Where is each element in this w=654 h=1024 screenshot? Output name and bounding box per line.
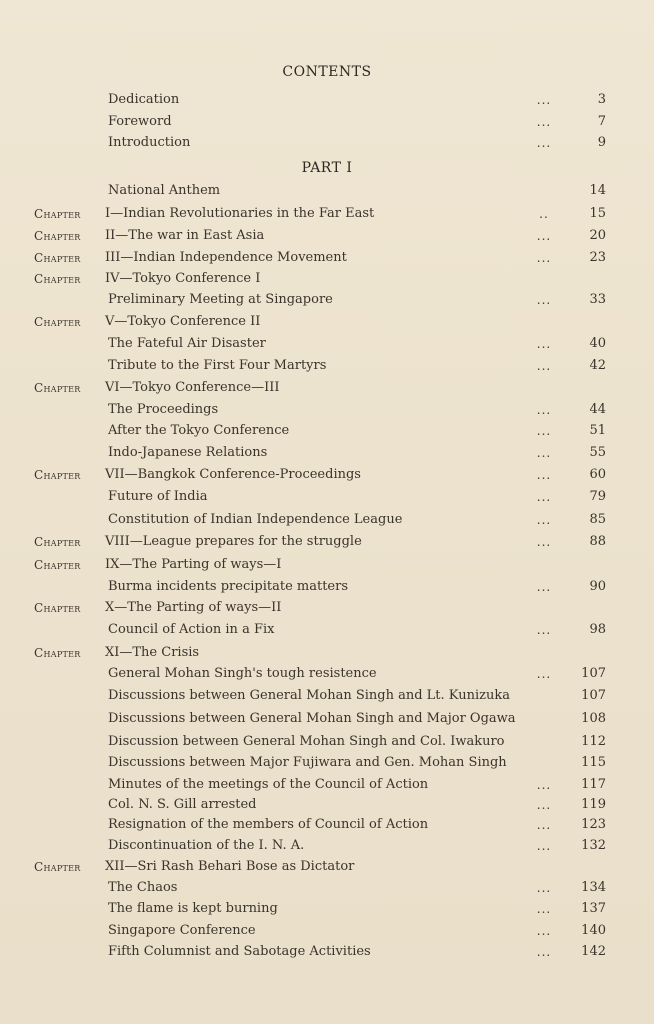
toc-entry [0, 269, 654, 289]
entry-title: Col. N. S. Gill arrested [108, 797, 257, 812]
toc-entry [0, 290, 654, 310]
page-number: 137 [581, 901, 606, 916]
toc-entry [0, 112, 654, 132]
toc-entry [0, 795, 654, 815]
leader-dots: ... [536, 337, 552, 351]
page-number: 140 [581, 923, 606, 938]
page-number: 117 [581, 777, 606, 792]
leader-dots: ... [536, 798, 552, 812]
page-number: 44 [589, 402, 606, 417]
toc-entry [0, 510, 654, 530]
leader-dots: ... [536, 778, 552, 792]
page-number: 40 [589, 336, 606, 351]
leader-dots: ... [536, 424, 552, 438]
toc-entry [0, 356, 654, 376]
toc-entry [0, 664, 654, 684]
page-number: 108 [581, 711, 606, 726]
entry-title: XI—The Crisis [105, 645, 200, 660]
entry-title: IX—The Parting of ways—I [105, 557, 282, 572]
leader-dots: ... [536, 535, 552, 549]
entry-title: General Mohan Singh's tough resistence [108, 666, 377, 681]
page-number: 51 [589, 423, 606, 438]
page-number: 42 [589, 358, 606, 373]
entry-title: Preliminary Meeting at Singapore [108, 292, 333, 307]
page-number: 15 [589, 206, 606, 221]
entry-title: The flame is kept burning [108, 901, 278, 916]
leader-dots: ... [536, 623, 552, 637]
entry-title: II—The war in East Asia [105, 228, 265, 243]
page-number: 3 [597, 92, 606, 107]
page-number: 119 [581, 797, 606, 812]
entry-title: National Anthem [108, 183, 221, 198]
entry-title: Dedication [108, 92, 180, 107]
entry-title: Minutes of the meetings of the Council of Action [108, 777, 429, 792]
page-number: 112 [581, 734, 606, 749]
page-number: 60 [589, 467, 606, 482]
entry-title: Introduction [108, 135, 191, 150]
entry-title: III—Indian Independence Movement [105, 250, 347, 265]
page-number: 98 [589, 622, 606, 637]
toc-entry [0, 921, 654, 941]
toc-entry [0, 732, 654, 752]
leader-dots: ... [536, 924, 552, 938]
toc-entry [0, 133, 654, 153]
leader-dots: ... [536, 513, 552, 527]
leader-dots: ... [536, 403, 552, 417]
toc-entry [0, 248, 654, 268]
entry-title: Discussion between General Mohan Singh and Col. Iwakuro [108, 734, 505, 749]
entry-title: Discontinuation of the I. N. A. [108, 838, 305, 853]
page-number: 123 [581, 817, 606, 832]
chapter-label: Chapter [34, 381, 81, 395]
leader-dots: ... [536, 93, 552, 107]
entry-title: VII—Bangkok Conference-Proceedings [105, 467, 361, 482]
chapter-label: Chapter [34, 601, 81, 615]
page-number: 14 [589, 183, 606, 198]
leader-dots: ... [536, 580, 552, 594]
toc-entry [0, 555, 654, 575]
page-number: 142 [581, 944, 606, 959]
page-number: 23 [589, 250, 606, 265]
page-number: 107 [581, 666, 606, 681]
leader-dots: ... [536, 490, 552, 504]
toc-entry [0, 878, 654, 898]
entry-title: I—Indian Revolutionaries in the Far East [105, 206, 375, 221]
toc-entry [0, 181, 654, 201]
page-number: 7 [597, 114, 606, 129]
chapter-label: Chapter [34, 646, 81, 660]
entry-title: Discussions between Major Fujiwara and Gen. Mohan Singh [108, 755, 507, 770]
leader-dots: ... [536, 115, 552, 129]
chapter-label: Chapter [34, 229, 81, 243]
toc-entry [0, 598, 654, 618]
entry-title: VIII—League prepares for the struggle [105, 534, 362, 549]
entry-title: V—Tokyo Conference II [105, 314, 261, 329]
page-number: 20 [589, 228, 606, 243]
entry-title: Discussions between General Mohan Singh and Major Ogawa [108, 711, 516, 726]
toc-entry [0, 400, 654, 420]
chapter-label: Chapter [34, 468, 81, 482]
toc-entry [0, 378, 654, 398]
toc-entry [0, 204, 654, 224]
toc-entry [0, 857, 654, 877]
entry-title: Indo-Japanese Relations [108, 445, 268, 460]
page-number: 33 [589, 292, 606, 307]
page-number: 107 [581, 688, 606, 703]
toc-entry [0, 532, 654, 552]
entry-title: XII—Sri Rash Behari Bose as Dictator [105, 859, 355, 874]
toc-entry [0, 686, 654, 706]
toc-entry [0, 643, 654, 663]
entry-title: Burma incidents precipitate matters [108, 579, 349, 594]
toc-entry [0, 226, 654, 246]
leader-dots: ... [536, 839, 552, 853]
toc-entry [0, 465, 654, 485]
toc-entry [0, 577, 654, 597]
leader-dots: ... [536, 468, 552, 482]
toc-entry [0, 334, 654, 354]
page-number: 55 [589, 445, 606, 460]
entry-title: VI—Tokyo Conference—III [105, 380, 280, 395]
chapter-label: Chapter [34, 272, 81, 286]
toc-entry [0, 443, 654, 463]
page-number: 79 [589, 489, 606, 504]
toc-entry [0, 312, 654, 332]
entry-title: The Chaos [108, 880, 178, 895]
leader-dots: ... [536, 136, 552, 150]
chapter-label: Chapter [34, 860, 81, 874]
entry-title: Resignation of the members of Council of Action [108, 817, 429, 832]
leader-dots: ... [536, 229, 552, 243]
contents-heading: CONTENTS [282, 64, 372, 80]
chapter-label: Chapter [34, 315, 81, 329]
leader-dots: ... [536, 902, 552, 916]
leader-dots: ... [536, 251, 552, 265]
entry-title: IV—Tokyo Conference I [105, 271, 261, 286]
page-number: 9 [597, 135, 606, 150]
leader-dots: ... [536, 667, 552, 681]
toc-entry [0, 836, 654, 856]
entry-title: Council of Action in a Fix [108, 622, 275, 637]
leader-dots: ... [536, 293, 552, 307]
entry-title: The Proceedings [108, 402, 219, 417]
entry-title: Singapore Conference [108, 923, 256, 938]
entry-title: Constitution of Indian Independence League [108, 512, 403, 527]
entry-title: Discussions between General Mohan Singh and Lt. Kunizuka [108, 688, 510, 703]
toc-entry [0, 709, 654, 729]
entry-title: Future of India [108, 489, 208, 504]
chapter-label: Chapter [34, 558, 81, 572]
toc-entry [0, 942, 654, 962]
entry-title: X—The Parting of ways—II [105, 600, 282, 615]
page-number: 90 [589, 579, 606, 594]
toc-entry [0, 620, 654, 640]
entry-title: After the Tokyo Conference [108, 423, 290, 438]
chapter-label: Chapter [34, 251, 81, 265]
leader-dots: ... [536, 945, 552, 959]
toc-entry [0, 487, 654, 507]
part-heading: PART I [301, 160, 353, 176]
chapter-label: Chapter [34, 207, 81, 221]
page-number: 85 [589, 512, 606, 527]
chapter-label: Chapter [34, 535, 81, 549]
toc-entry [0, 421, 654, 441]
entry-title: Foreword [108, 114, 172, 129]
toc-entry [0, 90, 654, 110]
leader-dots: .. [539, 207, 549, 221]
toc-entry [0, 815, 654, 835]
entry-title: The Fateful Air Disaster [108, 336, 266, 351]
page-number: 88 [589, 534, 606, 549]
entry-title: Tribute to the First Four Martyrs [108, 358, 327, 373]
entry-title: Fifth Columnist and Sabotage Activities [108, 944, 371, 959]
page-number: 134 [581, 880, 606, 895]
toc-entry [0, 899, 654, 919]
leader-dots: ... [536, 818, 552, 832]
page-number: 115 [581, 755, 606, 770]
toc-entry [0, 753, 654, 773]
toc-entry [0, 775, 654, 795]
page-number: 132 [581, 838, 606, 853]
leader-dots: ... [536, 881, 552, 895]
leader-dots: ... [536, 446, 552, 460]
leader-dots: ... [536, 359, 552, 373]
